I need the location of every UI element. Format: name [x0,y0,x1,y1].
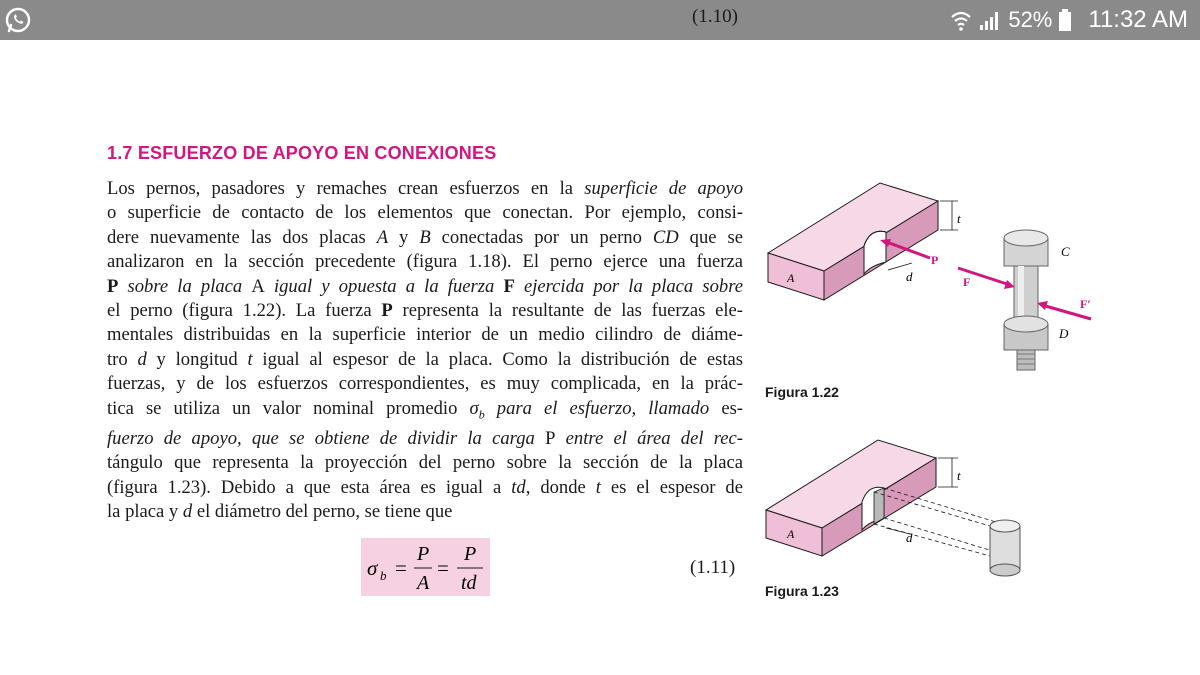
fig23-label-A: A [787,527,795,541]
eq-sigma: σ [367,556,378,580]
signal-icon [978,8,1002,32]
eq-equals-1: = [395,556,407,580]
paragraph-segment: representa la resultante de las fuerzas ele- [392,300,743,322]
pin-cylinder [990,526,1020,570]
battery-icon [1058,8,1072,32]
figure-1-22-caption: Figura 1.22 [765,384,839,400]
equation-number-1-10: (1.10) [692,6,738,27]
eq-den-1: A [417,572,430,594]
paragraph-line [107,500,743,524]
paragraph-line [107,177,743,201]
fig23-label-d: d [906,530,913,545]
status-icons [950,0,1188,40]
paragraph-line [107,451,743,475]
eq-num-2: P [464,543,477,565]
paragraph-segment: (figura 1.23). Debido a que esta área es igual a [107,476,512,498]
paragraph-line [107,299,743,323]
paragraph-line [107,201,743,225]
paragraph-segment: igual y opuesta a la fuerza [264,275,504,297]
eq-equals-2: = [437,556,449,580]
paragraph-segment: d [182,501,193,522]
paragraph-segment: P [381,300,393,322]
paragraph-segment: igual al espesor de la placa. Como la distribución de estas [252,348,743,370]
whatsapp-icon[interactable] [4,6,32,34]
fig22-label-A: A [787,271,795,285]
paragraph-line [107,476,743,500]
fig22-label-F: F [963,275,971,289]
clock: 11:32 AM [1088,6,1188,33]
bolt-CD [1004,230,1048,370]
paragraph-segment: sobre la placa [118,275,252,297]
eq-sigma-sub: b [380,568,387,583]
eq-num-1: P [417,543,430,565]
paragraph-segment: conectadas por un perno [430,226,653,248]
paragraph-segment: d [137,348,147,370]
status-bar [0,0,1200,40]
paragraph-line [107,372,743,396]
paragraph-segment: analizaron en la sección precedente (figura 1.18). El perno ejerce una fuerza [107,251,743,273]
paragraph-segment: mentales distribuidas en la superficie interior de un medio cilindro de diáme- [107,324,743,346]
paragraph-segment: el diámetro del perno, se tiene que [192,501,453,522]
paragraph-line [107,397,743,427]
paragraph-segment: P [545,427,556,449]
paragraph-segment: fuerzas, y de los esfuerzos correspondientes, es muy complicada, en la prác- [107,373,743,395]
projection-area [874,488,884,524]
paragraph-segment: es- [721,397,743,419]
paragraph-segment: , que se obtiene de dividir la carga [237,427,546,449]
paragraph-segment: P [107,275,119,297]
figure-1-23 [760,432,1100,582]
paragraph-segment: Los pernos, pasadores y remaches crean esfuerzos en la [107,178,585,199]
paragraph-segment: t [595,476,601,498]
paragraph-segment: t [247,348,253,370]
paragraph-segment: tángulo que representa la proyección del perno sobre la sección de la placa [107,452,743,474]
paragraph-line [107,250,743,274]
equation-number-1-11: (1.11) [690,557,736,578]
section-title: 1.7 ESFUERZO DE APOYO EN CONEXIONES [107,143,497,163]
fig22-label-C: C [1061,244,1070,259]
paragraph-segment: que se [678,226,743,248]
paragraph-line [107,323,743,347]
figure-1-23-caption: Figura 1.23 [765,583,839,599]
paragraph-line [107,275,743,299]
paragraph-segment: b [478,407,485,422]
fig22-label-d: d [906,269,913,284]
paragraph-segment: superficie de apoyo [584,178,743,199]
paragraph-segment: la placa y [107,501,183,522]
paragraph-line [107,226,743,250]
paragraph-segment: y [388,226,420,248]
paragraph-segment: td [511,476,526,498]
paragraph-segment: es el espesor de [600,476,743,498]
paragraph-segment: A [376,226,389,248]
paragraph-segment: CD [652,226,679,248]
fig23-label-t: t [957,468,961,483]
battery-percent: 52% [1008,7,1053,32]
paragraph-segment: el perno (figura 1.22). La fuerza [107,300,382,322]
paragraph-segment: o superficie de contacto de los elementos que conectan. Por ejemplo, consi- [107,202,743,224]
paragraph-segment: F [503,275,515,297]
paragraph-segment: tro [107,348,138,370]
paragraph-segment: tica se utiliza un valor nominal promedio [107,397,470,419]
equation-box [361,538,490,596]
paragraph-segment: para el esfuerzo, llamado [484,397,722,419]
paragraph-segment: , donde [525,476,596,498]
figure-1-22 [760,178,1100,378]
fig22-label-P: P [931,253,939,267]
fig22-label-D: D [1059,326,1069,341]
paragraph-segment: dere nuevamente las dos placas [107,226,377,248]
fig22-label-t: t [957,211,961,226]
paragraph-segment: A [251,275,265,297]
wifi-icon [950,8,972,32]
paragraph-segment: B [419,226,431,248]
paragraph-segment: y longitud [146,348,248,370]
fig22-label-Fprime: F′ [1080,297,1091,311]
paragraph-line [107,348,743,372]
eq-den-2: td [461,572,477,594]
paragraph-line [107,427,743,451]
paragraph-segment: fuerzo de apoyo [107,427,237,449]
paragraph-segment: σ [469,397,479,419]
paragraph-segment: ejercida por la placa sobre [514,275,743,297]
paragraph-segment: entre el área del rec- [555,427,743,449]
body-paragraph [107,177,743,524]
